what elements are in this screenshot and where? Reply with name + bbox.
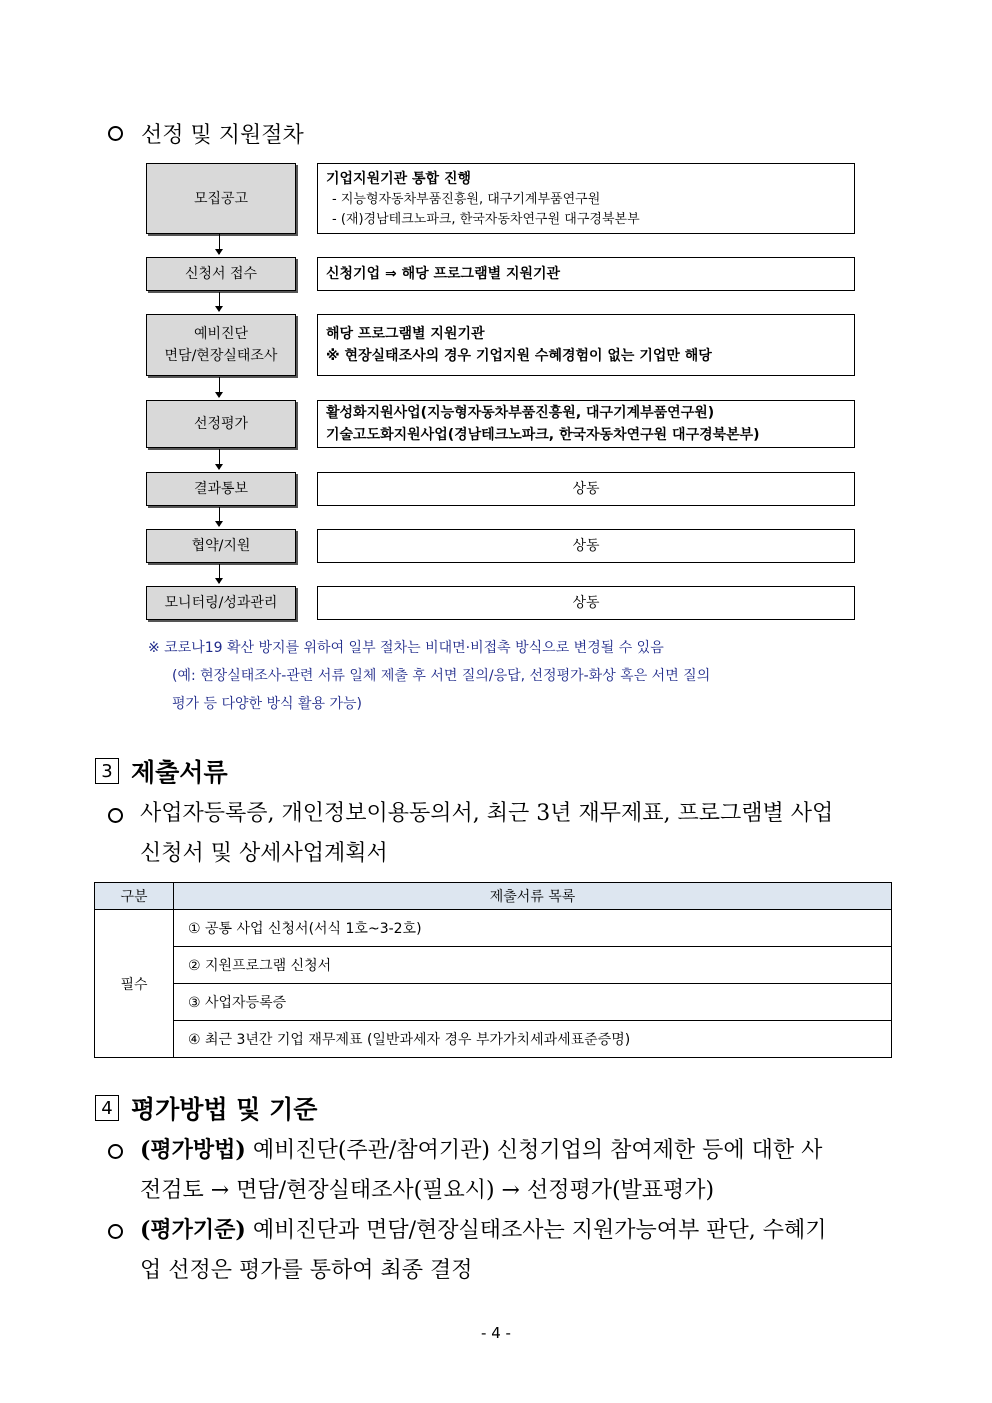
- table-header-row: [95, 883, 892, 910]
- step-label: 선정평가: [193, 416, 249, 432]
- step-label: 협약/지원: [191, 538, 251, 554]
- arrow-down-icon: [219, 449, 220, 469]
- step-agreement-desc: [317, 529, 855, 563]
- table-header: 제출서류 목록: [174, 883, 892, 910]
- step-prediagnosis: [146, 314, 296, 376]
- circle-bullet-icon: [108, 808, 123, 823]
- circle-bullet-icon: [108, 126, 123, 141]
- section-title: 평가방법 및 기준: [131, 1095, 318, 1124]
- circle-bullet-icon: [108, 1224, 123, 1239]
- table-row: [95, 910, 892, 947]
- table-row: [95, 1021, 892, 1058]
- step-selection-desc: [317, 400, 855, 448]
- table-cell: ① 공통 사업 신청서(서식 1호~3-2호): [174, 910, 892, 947]
- section3-bullet: [108, 794, 898, 874]
- bullet-bold: (평가기준): [140, 1217, 246, 1243]
- step-label: 신청서 접수: [184, 266, 258, 282]
- step-agreement: [146, 529, 296, 563]
- step-selection: [146, 400, 296, 448]
- desc-line: 상동: [572, 595, 600, 611]
- desc-sub: - 지능형자동차부품진흥원, 대구기계부품연구원: [332, 191, 601, 207]
- step-application: [146, 257, 296, 291]
- step-prediagnosis-desc: [317, 314, 855, 376]
- bullet-line: 예비진단(주관/참여기관) 신청기업의 참여제한 등에 대한 사: [245, 1138, 823, 1163]
- section4-heading: [95, 1090, 317, 1126]
- desc-line: 해당 프로그램별 지원기관: [326, 326, 485, 342]
- desc-line: 신청기업 ⇒ 해당 프로그램별 지원기관: [326, 266, 561, 282]
- section-number: 4: [95, 1095, 119, 1121]
- desc-line: ※ 현장실태조사의 경우 기업지원 수혜경험이 없는 기업만 해당: [326, 348, 712, 364]
- table-row: [95, 947, 892, 984]
- step-application-desc: [317, 257, 855, 291]
- desc-line: 기업지원기관 통합 진행: [326, 170, 471, 187]
- bullet-line: 사업자등록증, 개인정보이용동의서, 최근 3년 재무제표, 프로그램별 사업: [140, 801, 834, 826]
- bullet-line: 예비진단과 면담/현장실태조사는 지원가능여부 판단, 수혜기: [245, 1218, 827, 1243]
- step-recruit: [146, 163, 296, 234]
- desc-line: 상동: [572, 481, 600, 497]
- procedure-bullet: [108, 118, 304, 149]
- arrow-down-icon: [219, 564, 220, 583]
- arrow-down-icon: [219, 234, 220, 254]
- documents-table: [94, 882, 892, 1058]
- desc-line: 기술고도화지원사업(경남테크노파크, 한국자동차연구원 대구경북본부): [326, 427, 760, 443]
- table-row: [95, 984, 892, 1021]
- step-result-desc: [317, 472, 855, 506]
- procedure-note-1: ※ 코로나19 확산 방지를 위하여 일부 절차는 비대면·비접촉 방식으로 변경될 수 있음: [148, 640, 664, 656]
- table-category: 필수: [95, 910, 174, 1058]
- step-label: 결과통보: [193, 481, 249, 497]
- step-monitoring: [146, 586, 296, 620]
- arrow-down-icon: [219, 507, 220, 526]
- procedure-bullet-text: 선정 및 지원절차: [141, 123, 304, 148]
- section3-heading: [95, 753, 228, 789]
- circle-bullet-icon: [108, 1144, 123, 1159]
- bullet-bold: (평가방법): [140, 1137, 246, 1163]
- table-cell: ② 지원프로그램 신청서: [174, 947, 892, 984]
- step-recruit-desc: [317, 163, 855, 234]
- table-cell: ④ 최근 3년간 기업 재무제표 (일반과세자 경우 부가가치세과세표준증명): [174, 1021, 892, 1058]
- section-number: 3: [95, 758, 119, 784]
- step-result: [146, 472, 296, 506]
- bullet-line: 전검토 → 면담/현장실태조사(필요시) → 선정평가(발표평가): [140, 1178, 715, 1203]
- step-label: 면담/현장실태조사: [164, 348, 278, 364]
- section-title: 제출서류: [131, 758, 228, 787]
- section4-bullet-1: [108, 1130, 898, 1211]
- section4-bullet-2: [108, 1210, 898, 1291]
- desc-line: 활성화지원사업(지능형자동차부품진흥원, 대구기계부품연구원): [326, 405, 715, 421]
- procedure-note-2: (예: 현장실태조사-관련 서류 일체 제출 후 서면 질의/응답, 선정평가-화상 혹은 서면 질의: [172, 668, 711, 684]
- bullet-line: 업 선정은 평가를 통하여 최종 결정: [140, 1258, 473, 1283]
- desc-line: 상동: [572, 538, 600, 554]
- procedure-note-3: 평가 등 다양한 방식 활용 가능): [172, 696, 363, 712]
- step-label: 모니터링/성과관리: [164, 595, 278, 611]
- desc-sub: - (재)경남테크노파크, 한국자동차연구원 대구경북본부: [332, 211, 640, 227]
- arrow-down-icon: [219, 377, 220, 397]
- page-number: - 4 -: [481, 1324, 511, 1342]
- step-label: 모집공고: [193, 190, 249, 207]
- bullet-line: 신청서 및 상세사업계획서: [140, 841, 388, 866]
- table-header: 구분: [95, 883, 174, 910]
- step-monitoring-desc: [317, 586, 855, 620]
- step-label: 예비진단: [193, 326, 249, 342]
- arrow-down-icon: [219, 292, 220, 311]
- table-cell: ③ 사업자등록증: [174, 984, 892, 1021]
